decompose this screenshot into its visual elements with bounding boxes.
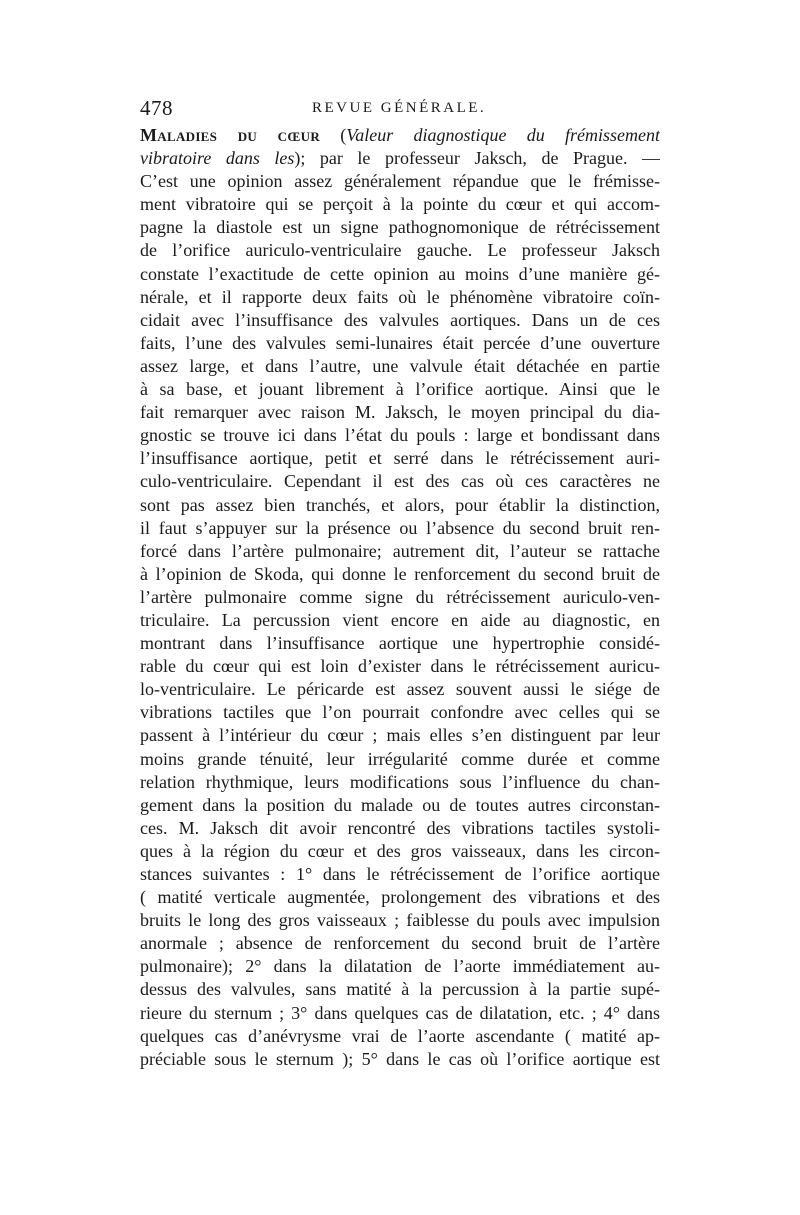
text-line: rable du cœur qui est loin d’exister dans le rétrécissement auricu-	[140, 656, 660, 677]
text-line: bruits le long des gros vaisseaux ; faiblesse du pouls avec impulsion	[140, 910, 660, 931]
text-line: ques à la région du cœur et des gros vaisseaux, dans les circon-	[140, 840, 660, 861]
text-line: sont pas assez bien tranchés, et alors, pour établir la distinction,	[140, 494, 660, 515]
text-line: nérale, et il rapporte deux faits où le phénomène vibratoire coïn-	[140, 286, 660, 307]
text-line: faits, l’une des valvules semi-lunaires était percée d’une ouverture	[140, 332, 660, 353]
article-attribution: ); par le professeur Jaksch, de Prague. —	[294, 148, 660, 169]
text-line: montrant dans l’insuffisance aortique une hypertrophie considé-	[140, 633, 660, 654]
text-line: constate l’exactitude de cette opinion au moins d’une manière gé-	[140, 263, 660, 284]
text-line: quelques cas d’anévrysme vrai de l’aorte ascendante ( matité ap-	[140, 1025, 660, 1046]
text-line: lo-ventriculaire. Le péricarde est assez souvent aussi le siége de	[140, 679, 660, 700]
article-heading-line-1	[140, 124, 660, 147]
text-line: l’artère pulmonaire comme signe du rétrécissement auriculo-ven-	[140, 586, 660, 607]
text-line: ( matité verticale augmentée, prolongement des vibrations et des	[140, 887, 660, 908]
paragraph-lines	[140, 170, 660, 1071]
text-line: anormale ; absence de renforcement du second bruit de l’artère	[140, 933, 660, 954]
article-title-part-1: Valeur diagnostique du frémissement	[346, 125, 660, 145]
text-line: pulmonaire); 2° dans la dilatation de l’aorte immédiatement au-	[140, 956, 660, 977]
text-line: C’est une opinion assez généralement répandue que le frémisse-	[140, 171, 660, 192]
text-line: relation rhythmique, leurs modifications sous l’influence du chan-	[140, 771, 660, 792]
running-title: REVUE GÉNÉRALE.	[312, 100, 487, 116]
text-line: rieure du sternum ; 3° dans quelques cas de dilatation, etc. ; 4° dans	[140, 1002, 660, 1023]
text-line: passent à l’intérieur du cœur ; mais elles s’en distinguent par leur	[140, 725, 660, 746]
text-line: moins grande ténuité, leur irrégularité comme durée et comme	[140, 748, 660, 769]
page-header	[140, 96, 660, 122]
page-number: 478	[140, 96, 173, 120]
text-line: de l’orifice auriculo-ventriculaire gauche. Le professeur Jaksch	[140, 240, 660, 261]
article-body	[140, 124, 660, 1071]
text-line: à sa base, et jouant librement à l’orifice aortique. Ainsi que le	[140, 379, 660, 400]
text-line: gement dans la position du malade ou de toutes autres circonstan-	[140, 794, 660, 815]
text-line: stances suivantes : 1° dans le rétrécissement de l’orifice aortique	[140, 864, 660, 884]
text-line: assez large, et dans l’autre, une valvule était détachée en partie	[140, 355, 660, 376]
text-line: cidait avec l’insuffisance des valvules aortiques. Dans un de ces	[140, 309, 660, 330]
text-line: fait remarquer avec raison M. Jaksch, le moyen principal du dia-	[140, 402, 660, 423]
text-line: forcé dans l’artère pulmonaire; autrement dit, l’auteur se rattache	[140, 540, 660, 561]
text-line: triculaire. La percussion vient encore en aide au diagnostic, en	[140, 609, 660, 630]
article-heading-line-2	[140, 147, 660, 170]
text-line: à l’opinion de Skoda, qui donne le renforcement du second bruit de	[140, 563, 660, 584]
text-line: gnostic se trouve ici dans l’état du pouls : large et bondissant dans	[140, 425, 660, 446]
text-line: il faut s’appuyer sur la présence ou l’absence du second bruit ren-	[140, 517, 660, 538]
text-line: culo-ventriculaire. Cependant il est des cas où ces caractères ne	[140, 471, 660, 492]
text-line: l’insuffisance aortique, petit et serré dans le rétrécissement auri-	[140, 448, 660, 469]
article-title-part-2: vibratoire dans les	[140, 148, 295, 169]
text-line: préciable sous le sternum ); 5° dans le cas où l’orifice aortique est	[140, 1048, 660, 1069]
heading-open-paren: (	[340, 125, 347, 145]
text-line: vibrations tactiles que l’on pourrait confondre avec celles qui se	[140, 702, 660, 723]
section-heading: Maladies du cœur	[140, 125, 321, 145]
text-line: ces. M. Jaksch dit avoir rencontré des vibrations tactiles systoli-	[140, 817, 660, 838]
text-line: dessus des valvules, sans matité à la percussion à la partie supé-	[140, 979, 660, 1000]
text-line: pagne la diastole est un signe pathognomonique de rétrécissement	[140, 217, 660, 238]
text-line: ment vibratoire qui se perçoit à la pointe du cœur et qui accom-	[140, 194, 660, 215]
